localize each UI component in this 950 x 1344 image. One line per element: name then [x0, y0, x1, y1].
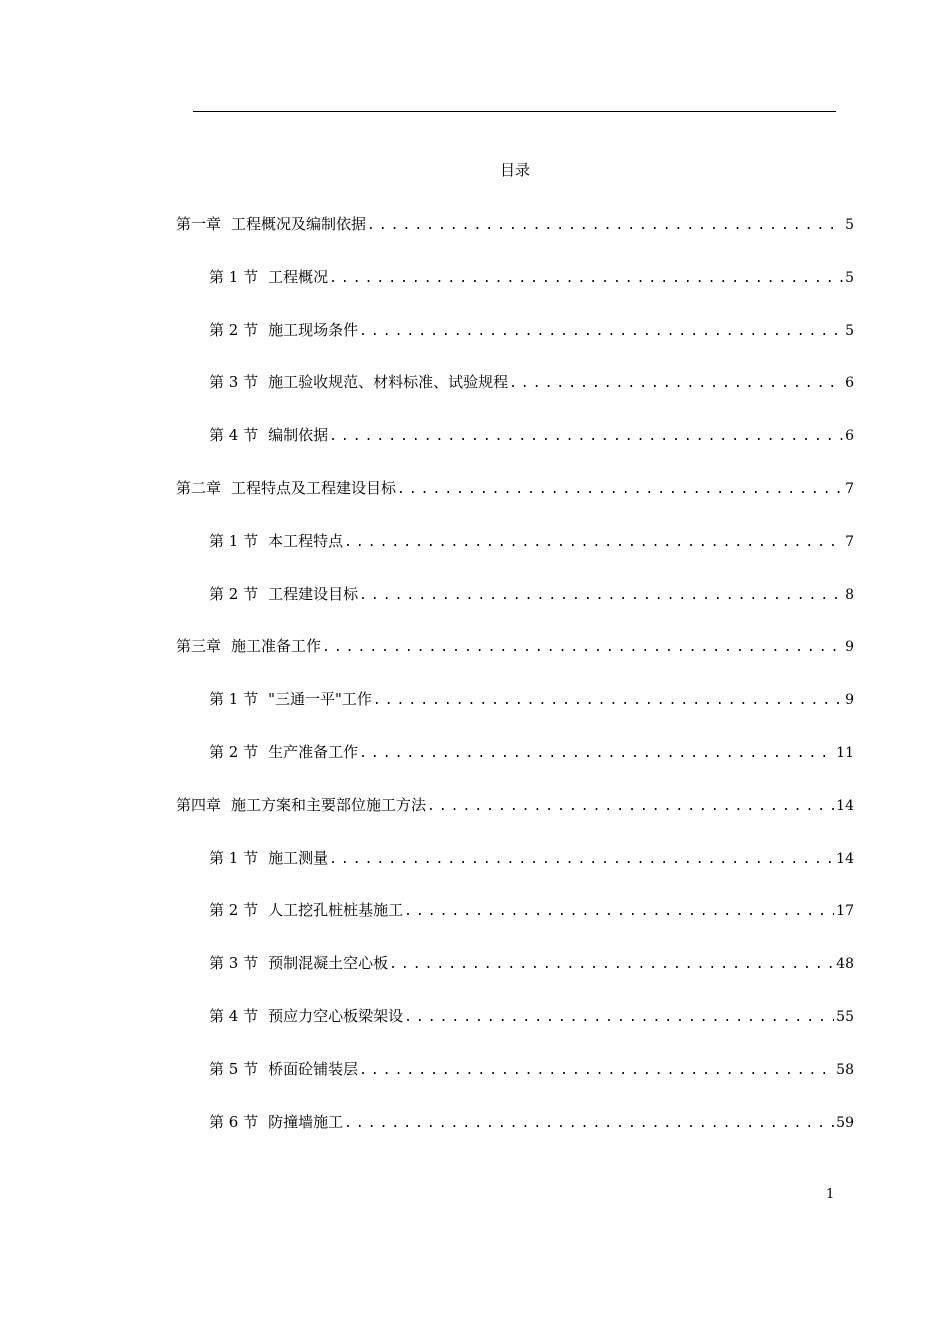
toc-entry-label	[176, 212, 366, 236]
toc-entry-label	[209, 1004, 403, 1028]
toc-dot-leader	[329, 425, 843, 447]
toc-dot-leader	[397, 478, 843, 500]
toc-entry-title: 施工方案和主要部位施工方法	[231, 795, 427, 814]
toc-chapter-entry[interactable]	[176, 634, 854, 658]
toc-section-entry[interactable]	[209, 423, 854, 447]
toc-dot-leader	[344, 1112, 834, 1134]
toc-entry-title: 施工验收规范、材料标准、试验规程	[268, 373, 509, 392]
toc-entry-number: 第 1 节	[209, 531, 259, 550]
toc-dot-leader	[367, 214, 843, 236]
toc-section-entry[interactable]	[209, 529, 854, 553]
toc-entry-label	[176, 634, 321, 658]
toc-entry-number: 第 2 节	[209, 584, 259, 603]
toc-entry-label	[209, 423, 328, 447]
toc-entry-page: 17	[836, 903, 854, 920]
toc-entry-page: 5	[845, 217, 854, 233]
toc-entry-page: 6	[845, 375, 854, 392]
toc-chapter-entry[interactable]	[176, 793, 854, 817]
toc-entry-number: 第 3 节	[209, 373, 259, 392]
toc-dot-leader	[329, 267, 843, 289]
toc-entry-page: 9	[845, 639, 854, 656]
toc-entry-number: 第一章	[176, 215, 222, 233]
toc-dot-leader	[329, 848, 834, 870]
toc-entry-label	[209, 951, 388, 975]
toc-entry-label	[176, 476, 396, 500]
toc-entry-label	[209, 898, 403, 922]
toc-section-entry[interactable]	[209, 318, 854, 342]
toc-chapter-entry[interactable]	[176, 212, 854, 236]
toc-entry-number: 第 1 节	[209, 267, 259, 286]
toc-entry-title: 防撞墙施工	[268, 1112, 344, 1131]
toc-section-entry[interactable]	[209, 846, 854, 870]
toc-section-entry[interactable]	[209, 740, 854, 764]
toc-entry-page: 14	[836, 850, 854, 867]
toc-dot-leader	[427, 795, 834, 817]
toc-section-entry[interactable]	[209, 265, 854, 289]
toc-entry-page: 6	[845, 428, 854, 445]
toc-entry-label	[209, 370, 508, 394]
toc-entry-label	[209, 265, 328, 289]
toc-entry-number: 第三章	[176, 637, 222, 656]
toc-entry-title: 桥面砼铺装层	[268, 1059, 359, 1078]
toc-section-entry[interactable]	[209, 582, 854, 606]
toc-dot-leader	[359, 742, 834, 764]
toc-entry-title: 本工程特点	[268, 531, 344, 550]
toc-entry-number: 第 2 节	[209, 743, 259, 761]
toc-entry-page: 48	[836, 956, 854, 973]
toc-entry-page: 55	[836, 1009, 854, 1025]
toc-entry-title: 工程建设目标	[268, 584, 359, 603]
toc-entry-number: 第四章	[176, 795, 222, 814]
toc-entry-label	[176, 793, 426, 817]
toc-entry-number: 第 6 节	[209, 1112, 259, 1131]
toc-entry-page: 5	[845, 269, 854, 286]
toc-entry-title: 预应力空心板梁架设	[268, 1007, 404, 1025]
toc-entry-title: 工程概况	[268, 267, 329, 286]
toc-entry-label	[209, 582, 358, 606]
toc-entry-title: 施工现场条件	[268, 320, 359, 339]
toc-entry-page: 7	[845, 533, 854, 550]
toc-dot-leader	[344, 531, 843, 553]
toc-entry-page: 11	[836, 745, 854, 761]
toc-entry-label	[209, 1057, 358, 1081]
toc-section-entry[interactable]	[209, 1057, 854, 1081]
toc-entry-title: 人工挖孔桩桩基施工	[268, 901, 404, 920]
toc-entry-title: 编制依据	[268, 426, 329, 445]
toc-entry-number: 第 4 节	[209, 1007, 259, 1025]
toc-entry-label	[209, 740, 358, 764]
toc-entry-label	[209, 1110, 343, 1134]
toc-entry-title: 工程概况及编制依据	[231, 215, 367, 233]
toc-dot-leader	[359, 584, 843, 606]
toc-entry-number: 第 4 节	[209, 426, 259, 445]
toc-entry-page: 8	[845, 586, 854, 603]
toc-entry-page: 14	[836, 797, 854, 814]
toc-section-entry[interactable]	[209, 898, 854, 922]
toc-dot-leader	[404, 900, 834, 922]
toc-entry-label	[209, 529, 343, 553]
toc-section-entry[interactable]	[209, 951, 854, 975]
toc-entry-label	[209, 687, 372, 711]
toc-entry-number: 第 1 节	[209, 690, 259, 709]
toc-entry-number: 第 5 节	[209, 1059, 259, 1078]
toc-dot-leader	[359, 1059, 834, 1081]
toc-section-entry[interactable]	[209, 370, 854, 394]
toc-entry-number: 第 1 节	[209, 848, 259, 867]
toc-entry-title: 施工测量	[268, 848, 329, 867]
toc-dot-leader	[509, 372, 843, 394]
header-rule	[193, 111, 836, 112]
toc-title: 目录	[499, 161, 530, 179]
toc-chapter-entry[interactable]	[176, 476, 854, 500]
toc-entry-title: 工程特点及工程建设目标	[231, 479, 397, 497]
page-number: 1	[826, 1187, 835, 1202]
toc-entry-title: 预制混凝土空心板	[268, 954, 389, 973]
toc-dot-leader	[389, 953, 834, 975]
toc-entry-page: 7	[845, 481, 854, 497]
toc-section-entry[interactable]	[209, 1004, 854, 1028]
toc-entry-title: "三通一平"工作	[268, 690, 372, 709]
toc-entry-number: 第 3 节	[209, 954, 259, 973]
toc-entry-page: 9	[845, 692, 854, 709]
toc-entry-page: 58	[836, 1061, 854, 1078]
toc-entry-title: 施工准备工作	[231, 637, 322, 656]
toc-entry-label	[209, 846, 328, 870]
toc-section-entry[interactable]	[209, 1110, 854, 1134]
toc-entry-page: 59	[836, 1114, 854, 1131]
toc-entry-number: 第 2 节	[209, 901, 259, 920]
toc-entry-number: 第二章	[176, 479, 222, 497]
toc-entry-title: 生产准备工作	[268, 743, 359, 761]
toc-entry-page: 5	[845, 322, 854, 339]
toc-entry-number: 第 2 节	[209, 320, 259, 339]
toc-dot-leader	[322, 636, 843, 658]
toc-dot-leader	[373, 689, 843, 711]
toc-section-entry[interactable]	[209, 687, 854, 711]
toc-dot-leader	[359, 320, 843, 342]
toc-entry-label	[209, 318, 358, 342]
toc-dot-leader	[404, 1006, 834, 1028]
